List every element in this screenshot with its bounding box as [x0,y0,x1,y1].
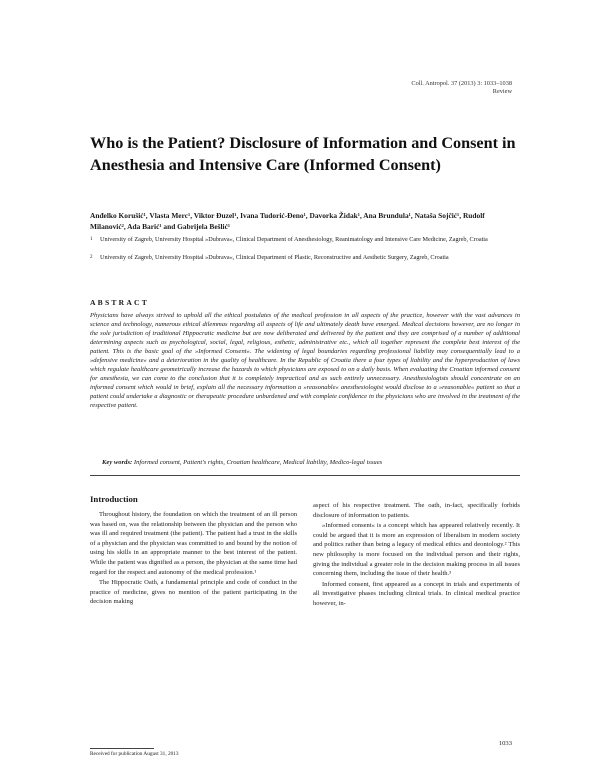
affiliation-number: 2 [90,255,93,260]
affiliation-2 [90,254,520,263]
journal-header [411,80,512,96]
received-date: Received for publication August 31, 2013 [90,751,179,757]
abstract-heading: ABSTRACT [90,298,149,307]
article-type: Review [492,88,512,95]
paragraph: Throughout history, the foundation on which the treatment of an ill person was based on, was the relationship between the physician and the person who was ill and required treatment (the patient). The patient had a trust in the skills of a physician and the physician was committed to and bound by the notion of using his skills in an appropriate manner to the best interest of the patient. While the patient was dignified as a person, the physician at the same time had regard for the respect and autonomy of the medical profession.¹ [90,511,297,576]
affiliation-text: University of Zagreb, University Hospital »Dubrava«, Clinical Department of Anesthesiology, Reanimatology and Intensive Care Medicine, Zagreb, Croatia [100,236,488,243]
keywords-text: Informed consent, Patient's rights, Croatian healthcare, Medical liability, Medico-legal issues [133,459,383,466]
paragraph: aspect of his respective treatment. The oath, in-fact, specifically forbids disclosure of information to patients. [313,502,520,519]
author-list: Anđelko Korušić¹, Vlasta Merc¹, Viktor Đuzel¹, Ivana Tudorić-Đeno¹, Davorka Židak¹, Ana Brundula¹, Nataša Sojčić¹, Rudolf Milanović², Ada Barić¹ and Gabrijela Bešlić¹ [90,211,485,231]
keywords-label: Key words: [102,459,133,466]
journal-citation: Coll. Antropol. 37 (2013) 3: 1033–1038 [411,80,512,87]
article-title: Who is the Patient? Disclosure of Information and Consent in Anesthesia and Intensive Care (Informed Consent) [90,134,516,174]
section-divider [90,475,520,476]
paragraph: »Informed consent« is a concept which has appeared relatively recently. It could be argued that it is more an expression of liberalism in modern society and politics rather than being a legacy of medical ethics and deontology.² This new philosophy is more focused on the individual person and their rights, giving the individual a greater role in the decision making process in all issues concerning them, including the issue of their health.³ [313,522,520,578]
affiliation-text: University of Zagreb, University Hospital »Dubrava«, Clinical Department of Plastic, Reconstructive and Aesthetic Surgery, Zagreb, Croatia [100,254,449,261]
affiliation-number: 1 [90,237,93,242]
abstract-body: Physicians have always strived to uphold all the ethical postulates of the medical profession in all aspects of the practice, however with the vast advances in science and technology, numerous ethical dilemmas regarding all aspects of life and ultimately death have emerged. Medical decisions however, are no longer in the sole jurisdiction of traditional Hippocratic medicine but are now deliberated and delivered by the patient and they are comprised of a number of additional determining aspects such as psychological, social, legal, religious, esthetic, administrative etc., which all together represent the complete best interest of the patient. This is the basic goal of the »Informed Consent«. The widening of legal boundaries regarding professional liability may consequentially lead to a »defensive medicine« and a deterioration in the quality of healthcare. In the Republic of Croatia there a four types of liability and the hyperproduction of laws which regulate healthcare geometrically increase the hazards to which physicians are exposed to on a daily basis. When evaluating the Croatian informed consent for anesthesia, we can come to the conclusion that it is completely impractical and as such entirely unnecessary. Anesthesiologists should concentrate on an informed consent which would in brief, explain all the necessary information a »reasonable« anesthesiologist would disclose to a »reasonable« patient so that a patient could undertake a diagnostic or therapeutic procedure unburdened and with complete confidence in the physicians who are involved in the treatment of the respective patient. [90,312,520,409]
footnote-rule [90,748,154,749]
keywords [102,458,522,467]
paragraph: Informed consent, first appeared as a concept in trials and experiments of all investigative phases including clinical trials. In clinical medical practice however, in- [313,580,520,607]
section-heading-introduction: Introduction [90,494,138,504]
right-column [313,501,520,609]
left-column [90,510,297,607]
paragraph: The Hippocratic Oath, a fundamental principle and code of conduct in the practice of medicine, gives no mention of the patient participating in the decision making [90,579,297,606]
page-number: 1033 [498,740,512,747]
affiliation-1 [90,236,520,245]
